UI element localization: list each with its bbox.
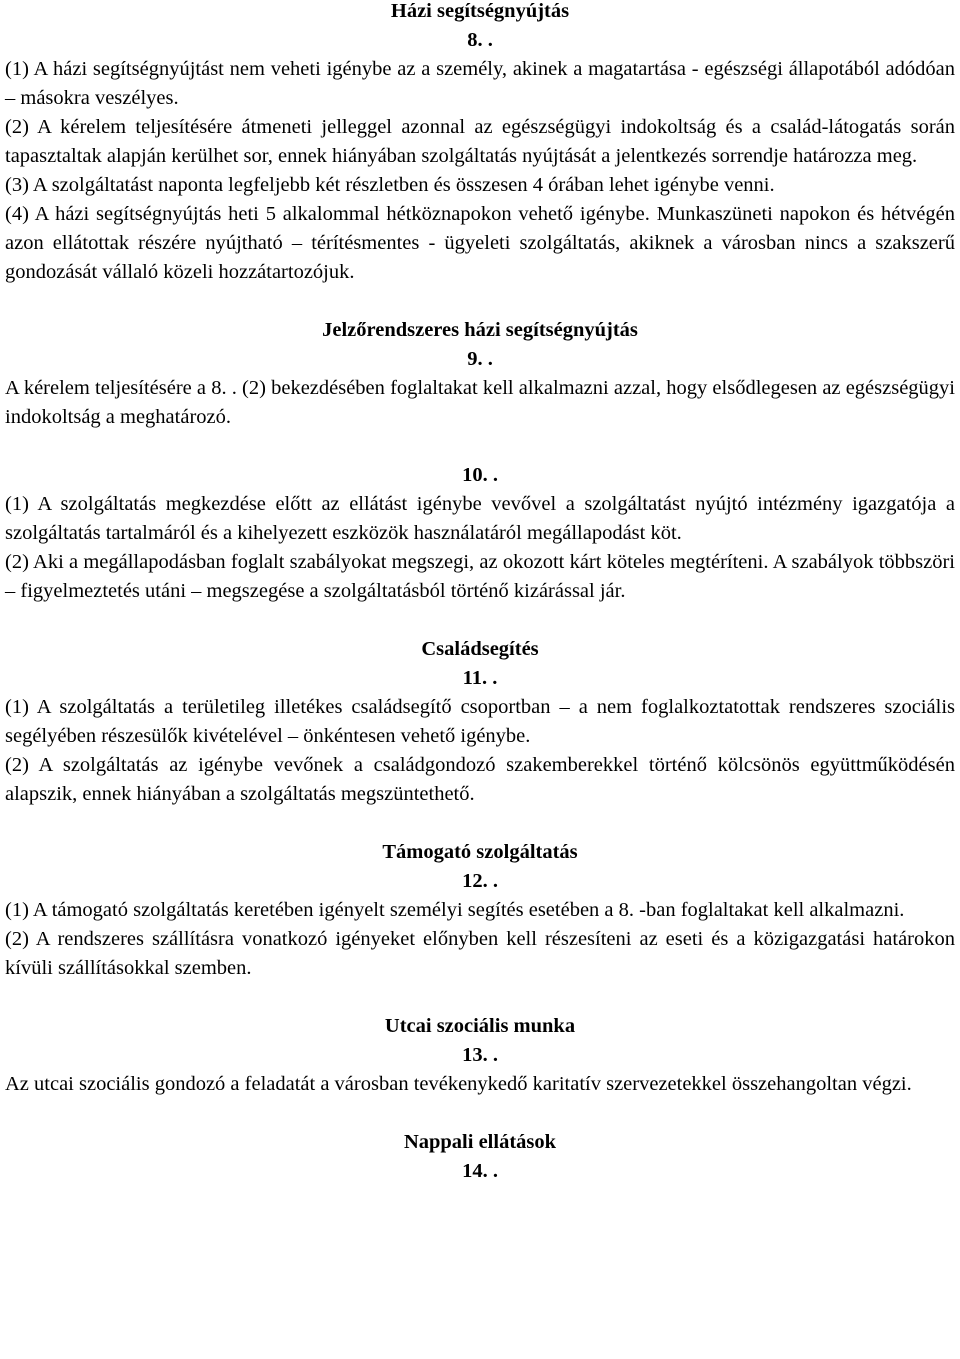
- section-title: Utcai szociális munka: [384, 1015, 576, 1037]
- section-number: 14. .: [462, 1160, 498, 1182]
- document-page: [5, 0, 955, 1186]
- paragraph: (1) A házi segítségnyújtást nem veheti igénybe az a személy, akinek a magatartása - egészségi állapotából adódóan – másokra veszélyes.: [5, 58, 955, 109]
- section-title: Támogató szolgáltatás: [382, 841, 578, 863]
- section-number: 12. .: [462, 870, 498, 892]
- spacer: [5, 432, 955, 461]
- section-number: 9. .: [467, 348, 493, 370]
- paragraph: (2) Aki a megállapodásban foglalt szabályokat megszegi, az okozott kárt köteles megtéríteni. A szabályok többszöri – figyelmeztetés utáni – megszegése a szolgáltatásból történő kizárással jár.: [5, 551, 955, 602]
- paragraph: (1) A szolgáltatás megkezdése előtt az ellátást igénybe vevővel a szolgáltatást nyújtó intézmény igazgatója a szolgáltatás tartalmáról és a kihelyezett eszközök használatáról megállapodást köt.: [5, 493, 955, 544]
- paragraph: (2) A szolgáltatás az igénybe vevőnek a családgondozó szakemberekkel történő kölcsönös együttműködésén alapszik, ennek hiányában a szolgáltatás megszüntethető.: [5, 754, 955, 805]
- paragraph: A kérelem teljesítésére a 8. . (2) bekezdésében foglaltakat kell alkalmazni azzal, hogy elsődlegesen az egészségügyi indokoltság a meghatározó.: [5, 377, 955, 428]
- spacer: [5, 983, 955, 1012]
- spacer: [5, 1099, 955, 1128]
- section-tamogato-szolgaltatas: [5, 838, 955, 983]
- paragraph: Az utcai szociális gondozó a feladatát a városban tevékenykedő karitatív szervezetekkel összehangoltan végzi.: [5, 1073, 912, 1095]
- section-nappali-ellatasok: [5, 1128, 955, 1186]
- section-utcai-szocialis-munka: [5, 1012, 955, 1099]
- section-hazi-segitsegnyujtas: [5, 0, 955, 287]
- paragraph: (1) A támogató szolgáltatás keretében igényelt személyi segítés esetében a 8. -ban foglaltakat kell alkalmazni.: [5, 899, 905, 921]
- paragraph: (2) A rendszeres szállításra vonatkozó igényeket előnyben kell részesíteni az eseti és a közigazgatási határokon kívüli szállításokkal szemben.: [5, 928, 955, 979]
- section-10: [5, 461, 955, 606]
- paragraph: (1) A szolgáltatás a területileg illetékes családsegítő csoportban – a nem foglalkoztatottak rendszeres szociális segélyében részesülők kivételével – önkéntesen vehető igénybe.: [5, 696, 955, 747]
- section-csaladsegites: [5, 635, 955, 809]
- section-number: 11. .: [462, 667, 498, 689]
- paragraph: (2) A kérelem teljesítésére átmeneti jelleggel azonnal az egészségügyi indokoltság és a család-látogatás során tapasztaltak alapján kerülhet sor, ennek hiányában szolgáltatás nyújtását a jelentkezés sorrendje határozza meg.: [5, 116, 955, 167]
- section-title: Házi segítségnyújtás: [390, 0, 570, 22]
- spacer: [5, 809, 955, 838]
- spacer: [5, 606, 955, 635]
- section-number: 8. .: [467, 29, 493, 51]
- section-number: 13. .: [462, 1044, 498, 1066]
- section-number: 10. .: [462, 464, 498, 486]
- paragraph: (4) A házi segítségnyújtás heti 5 alkalommal hétköznapokon vehető igénybe. Munkaszüneti napokon és hétvégén azon ellátottak részére nyújtható – térítésmentes - ügyeleti szolgáltatás, akiknek a városban nincs a szakszerű gondozását vállaló közeli hozzátartozójuk.: [5, 203, 955, 283]
- section-title: Családsegítés: [421, 638, 539, 660]
- spacer: [5, 287, 955, 316]
- paragraph: (3) A szolgáltatást naponta legfeljebb két részletben és összesen 4 órában lehet igénybe venni.: [5, 174, 775, 196]
- section-title: Nappali ellátások: [403, 1131, 557, 1153]
- section-title: Jelzőrendszeres házi segítségnyújtás: [322, 319, 638, 341]
- section-jelzorendszeres: [5, 316, 955, 432]
